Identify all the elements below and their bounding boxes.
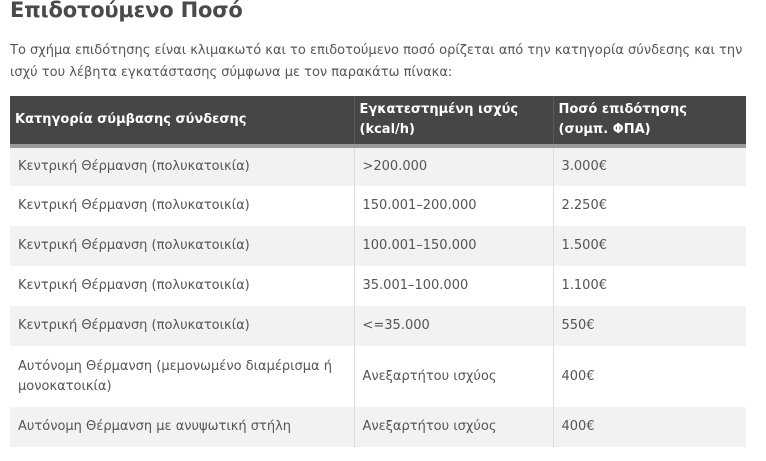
table-row — [10, 266, 746, 306]
cell-power: >200.000 — [354, 146, 553, 186]
table-row — [10, 226, 746, 266]
cell-category: Κεντρική Θέρμανση (πολυκατοικία) — [10, 146, 354, 186]
cell-category: Κεντρική Θέρμανση (πολυκατοικία) — [10, 226, 354, 266]
header-installed-power: Εγκατεστημένη ισχύς (kcal/h) — [354, 96, 553, 146]
table-row — [10, 407, 746, 447]
cell-category: Κεντρική Θέρμανση (πολυκατοικία) — [10, 306, 354, 346]
table-row — [10, 186, 746, 226]
cell-power: 100.001–150.000 — [354, 226, 553, 266]
header-subsidy-amount: Ποσό επιδότησης (συμπ. ΦΠΑ) — [553, 96, 746, 146]
table-row — [10, 346, 746, 407]
cell-power: Ανεξαρτήτου ισχύος — [354, 346, 553, 407]
cell-power: <=35.000 — [354, 306, 553, 346]
table-header — [10, 96, 746, 146]
cell-power: 150.001–200.000 — [354, 186, 553, 226]
cell-amount: 1.500€ — [553, 226, 746, 266]
subsidy-table — [10, 96, 746, 447]
cell-amount: 1.100€ — [553, 266, 746, 306]
table-header-row — [10, 96, 746, 146]
cell-amount: 400€ — [553, 346, 746, 407]
cell-category: Αυτόνομη Θέρμανση (μεμονωμένο διαμέρισμα ή μονοκατοικία) — [10, 346, 354, 407]
cell-category: Αυτόνομη Θέρμανση με ανυψωτική στήλη — [10, 407, 354, 447]
cell-power: 35.001–100.000 — [354, 266, 553, 306]
cell-amount: 400€ — [553, 407, 746, 447]
cell-amount: 2.250€ — [553, 186, 746, 226]
cell-category: Κεντρική Θέρμανση (πολυκατοικία) — [10, 266, 354, 306]
header-connection-category: Κατηγορία σύμβασης σύνδεσης — [10, 96, 354, 146]
table-body — [10, 146, 746, 447]
table-row — [10, 146, 746, 186]
cell-power: Ανεξαρτήτου ισχύος — [354, 407, 553, 447]
cell-category: Κεντρική Θέρμανση (πολυκατοικία) — [10, 186, 354, 226]
cell-amount: 550€ — [553, 306, 746, 346]
page-title: Επιδοτούμενο Ποσό — [10, 0, 243, 22]
table-row — [10, 306, 746, 346]
intro-paragraph: Το σχήμα επιδότησης είναι κλιμακωτό και το επιδοτούμενο ποσό ορίζεται από την κατηγορία σύνδεσης και την ισχύ του λέβητα εγκατάστασης σύμφωνα με τον παρακάτω πίνακα: — [10, 43, 743, 80]
cell-amount: 3.000€ — [553, 146, 746, 186]
